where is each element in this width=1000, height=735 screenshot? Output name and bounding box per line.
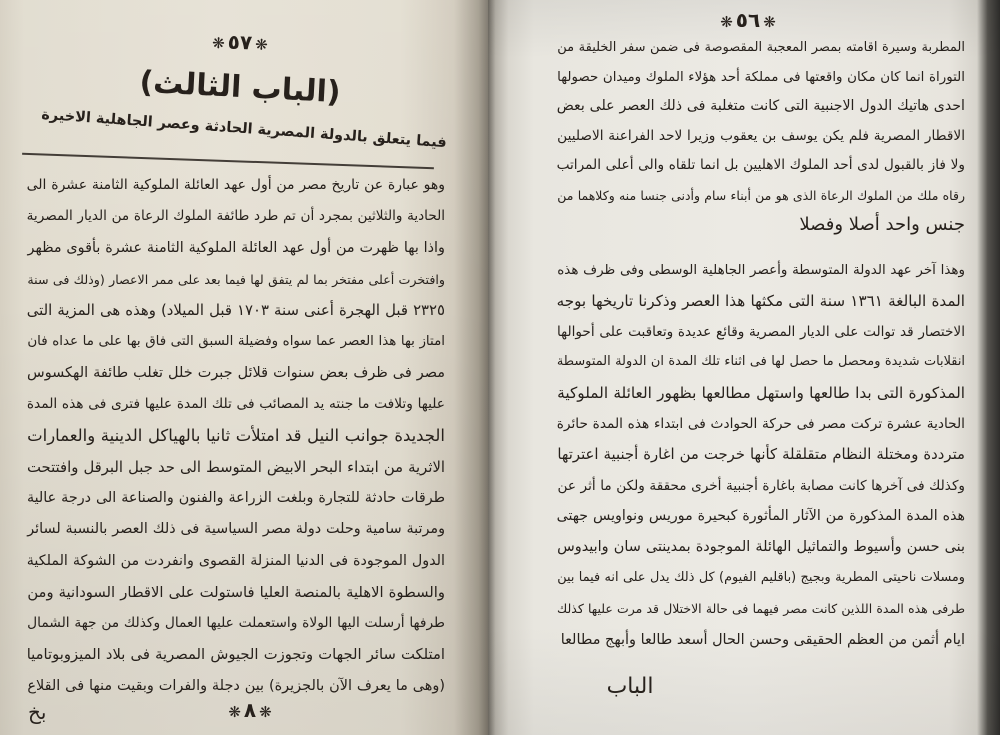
text-line [555,92,965,122]
text-line-content: ايام أثمن من العظم الحقيقى وحسن الحال أسعد طالعا وأبهج مطالعا [560,631,965,648]
page-header [190,28,291,55]
text-line-content: ولا فاز بالقبول لدى أحد الملوك الاهليين بل انما تلقاه والى أعلى المراتب [556,157,965,173]
signature-mark [200,698,300,722]
text-line [555,317,965,348]
text-line-content: الجديدة جوانب النيل قد امتلأت ثانيا بالهياكل الدينية والعمارات [27,426,445,446]
text-line-content: امتاز بها هذا العصر عما سواه وفضيلة السبق التى فاق بها على ما عداه فان [27,334,445,350]
text-line-content: وهو عبارة عن تاريخ مصر من أول عهد العائلة الملوكية الثامنة عشرة الى [26,177,445,193]
page-number: ٥٦ [735,8,761,32]
left-page [0,0,488,735]
chapter-title-text: (الباب الثالث) [138,64,342,111]
text-line-content: الدول الموجودة فى الدنيا المنزلة القصوى وانفردت من الشوكة الملكية [26,552,445,569]
text-line-content: الاختصار قد توالت على الديار المصرية وقائع عديدة وتعاقبت على أحوالها [557,323,965,340]
text-line [25,608,445,639]
catchword: الباب [606,674,654,699]
text-line [555,625,965,656]
text-line-content: امتلكت سائر الجهات وتجوزت الجيوش المصرية فى بلاد الميزوبوتاميا [26,646,445,664]
text-line-content: ومسلات ناحيتى المطرية وبجيج (باقليم الفيوم) كل ذلك يدل على انه فيما بين [557,569,965,585]
text-line [25,514,445,545]
text-line [555,563,965,594]
text-line-content: هذه المدة المذكورة من الآثار المأثورة كبحيرة موريس ونواويس جهتى [556,508,965,525]
text-line [555,471,965,502]
text-line [25,452,445,483]
text-line [555,409,965,440]
text-line-content: ومرتبة سامية وحلت دولة مصر السياسية فى ذلك العصر بالنسبة لسائر [27,521,445,538]
text-line [555,181,965,211]
text-line [555,286,965,317]
text-line [25,389,445,420]
flower-ornament-icon [763,8,776,32]
text-line-content: ٢٣٢٥ قبل الهجرة أعنى سنة ١٧٠٣ قبل الميلاد) وهذه هى المزية التى [26,301,445,320]
text-line-content: الاقطار المصرية فلم يكن يوسف بن يعقوب وزيرا لاحد الفراعنة الاصليين [557,127,965,144]
right-page [488,0,1000,735]
page-number: ٥٧ [227,29,253,55]
text-line-content: طرفها أرسلت اليها الولاة واستعملت عليها العمال وكذلك من جهة الشمال [27,615,445,632]
text-line [25,170,445,201]
text-line [25,358,445,389]
signature-number: ٨ [243,698,257,722]
text-line [25,420,445,451]
text-line-content: والسطوة الاهلية بالمنصة العليا فاستولت على الاقطار السودانية ومن [27,583,445,601]
chapter-subtitle-text: فيما يتعلق بالدولة المصرية الحادثة وعصر الجاهلية الاخيرة [40,106,448,152]
text-line [25,264,445,295]
text-line-content: طرقات حادثة للتجارة وبلغت الزراعة والفنون والصناعة الى درجة عالية [26,489,445,506]
text-line-content: الحادية عشرة تركت مصر فى حركة الحوادث فى ابتداء هذه المدة حائرة [556,415,965,432]
text-line-content: وهذا آخر عهد الدولة المتوسطة وأعصر الجاهلية الوسطى وفى ظرف هذه [557,262,965,278]
text-line-content: واذا بها ظهرت من أول عهد العائلة الملوكية الثامنة عشرة بأقوى مظهر [27,239,445,256]
flower-ornament-icon [259,698,272,722]
text-line-content: المطربة وسيرة اقامته بمصر المعجبة المقصوصة فى ضمن سفر الخليقة من [557,40,965,55]
text-line-content: الحادية والثلاثين بمجرد أن تم طرد طائفة الملوك الرعاة من الديار المصرية [26,208,445,225]
text-line [555,501,965,532]
text-line [25,639,445,670]
text-line [25,577,445,608]
text-line-content: رقاه ملك من الملوك الرعاة الذى هو من أبناء سام وأدنى جنسا منه وكلاهما من [557,187,965,203]
text-line-content: عليها وتلافت ما جنته يد المصائب فى تلك المدة عليها فترى فى هذه المدة [26,396,445,413]
text-line [25,326,445,357]
text-line-content: بنى حسن وأسيوط والتماثيل الهائلة الموجودة بمدينتى سان وابيدوس [557,539,965,556]
text-line-content: احدى هاتيك الدول الاجنبية التى كانت متغلبة فى ذلك العصر على بعض [556,98,965,114]
text-line-content: التوراة انما كان مكان واقعتها فى مملكة أحد هؤلاء الملوك وميدان حصولها [557,69,965,85]
paragraph [555,255,965,655]
page-header [698,8,798,32]
text-line-content: المذكورة التى بدا طالعها واستهل مطالعها بظهور العائلة الملوكية [557,384,965,403]
text-line [25,295,445,326]
text-line [555,63,965,93]
text-line-content: انقلابات شديدة ومحصل ما حصل لها فى اثناء تلك المدة ان الدولة المتوسطة [556,354,965,370]
text-line [25,546,445,577]
text-line-content: مترددة ومختلة النظام متقلقلة كأنها خرجت من اغارة أجنبية اعترتها [557,445,965,463]
text-line [555,440,965,471]
flower-ornament-icon [228,698,241,722]
paragraph [555,33,965,240]
text-line-content: وكذلك فى آخرها كانت مصابة باغارة أجنبية أخرى محققة ولكن ما أثر عن [557,477,965,494]
text-line [555,210,965,240]
text-line [555,151,965,181]
flower-ornament-icon [255,31,268,55]
text-line-content: الاثرية من ابتداء البحر الابيض المتوسط الى حد جبل البرقل وافتتحت [27,458,445,476]
text-line-content: وافتخرت أعلى مفتخر بما لم يتفق لها فيما بعد على ممر الاعصار (وذلك فى سنة [27,271,445,287]
catchword: بخ [28,700,47,724]
text-line [25,233,445,264]
flower-ornament-icon [720,8,733,32]
text-line-content: المدة البالغة ١٣٦١ سنة التى مكثها هذا العصر وذكرنا تاريخها بوجه [556,291,965,310]
text-line [25,483,445,514]
text-line-content: (وهى ما يعرف الآن بالجزيرة) بين دجلة والفرات وبقيت منها فى القلاع [27,677,445,694]
text-line-content: جنس واحد أصلا وفصلا [799,214,965,235]
text-line [555,33,965,63]
text-line [555,255,965,286]
text-line [555,122,965,152]
text-line [555,532,965,563]
text-line-content: مصر فى ظرف بعض سنوات قلائل جبرت خلل تغلب طائفة الهكسوس [27,364,445,381]
body-text [25,170,445,702]
text-line [555,594,965,625]
text-line-content: طرفى هذه المدة اللذين كانت مصر فيهما فى حالة الاختلال قد مرت عليها كذلك [557,600,965,616]
text-line [25,201,445,232]
flower-ornament-icon [212,29,225,53]
text-line [555,378,965,409]
text-line [555,347,965,378]
